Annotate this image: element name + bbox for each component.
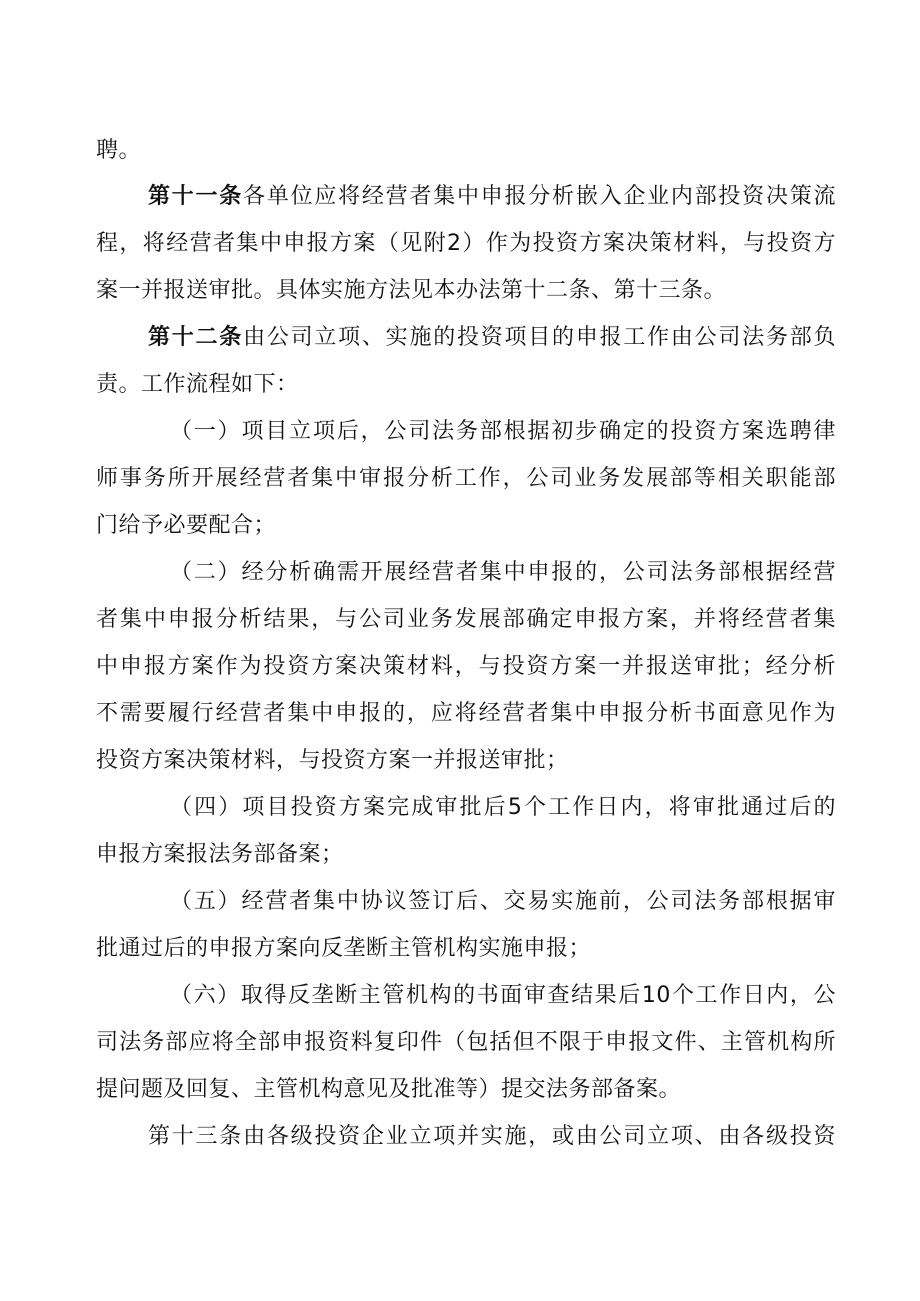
paragraph-line: 门给予必要配合； — [96, 513, 277, 538]
article-13-first-line: 第十三条由各级投资企业立项并实施，或由公司立项、由各级投资 — [148, 1124, 836, 1149]
paragraph-line: 司法务部应将全部申报资料复印件（包括但不限于申报文件、主管机构所 — [96, 1030, 836, 1055]
paragraph-line: 者集中申报分析结果，与公司业务发展部确定申报方案，并将经营者集 — [96, 607, 836, 632]
paragraph-line: 责。工作流程如下： — [96, 372, 299, 397]
paragraph-line: 申报方案报法务部备案； — [96, 842, 344, 867]
paragraph-line: 投资方案决策材料，与投资方案一并报送审批； — [96, 748, 569, 773]
article-12-first-line: 第十二条由公司立项、实施的投资项目的申报工作由公司法务部负 — [148, 325, 836, 350]
list-item-4-line: （四）项目投资方案完成审批后5个工作日内，将审批通过后的 — [170, 795, 836, 820]
list-item-1-line: （一）项目立项后，公司法务部根据初步确定的投资方案选聘律 — [170, 419, 836, 444]
article-12-heading: 第十二条 — [148, 325, 244, 350]
paragraph-line: 提问题及回复、主管机构意见及批准等）提交法务部备案。 — [96, 1077, 682, 1102]
list-item-2-line: （二）经分析确需开展经营者集中申报的，公司法务部根据经营 — [170, 560, 836, 585]
list-item-6-line: （六）取得反垄断主管机构的书面审查结果后10个工作日内，公 — [170, 983, 836, 1008]
paragraph-line: 聘。 — [96, 138, 142, 163]
paragraph-line: 师事务所开展经营者集中审报分析工作，公司业务发展部等相关职能部 — [96, 466, 836, 491]
paragraph-line: 中申报方案作为投资方案决策材料，与投资方案一并报送审批；经分析 — [96, 654, 836, 679]
paragraph-line: 批通过后的申报方案向反垄断主管机构实施申报； — [96, 936, 592, 961]
paragraph-line: 程，将经营者集中申报方案（见附2）作为投资方案决策材料，与投资方 — [96, 231, 836, 256]
paragraph-line: 不需要履行经营者集中申报的，应将经营者集中申报分析书面意见作为 — [96, 701, 836, 726]
article-11-first-line: 第十一条各单位应将经营者集中申报分析嵌入企业内部投资决策流 — [148, 184, 836, 209]
paragraph-line: 案一并报送审批。具体实施方法见本办法第十二条、第十三条。 — [96, 278, 727, 303]
list-item-5-line: （五）经营者集中协议签订后、交易实施前，公司法务部根据审 — [170, 889, 836, 914]
article-11-heading: 第十一条 — [148, 184, 244, 209]
